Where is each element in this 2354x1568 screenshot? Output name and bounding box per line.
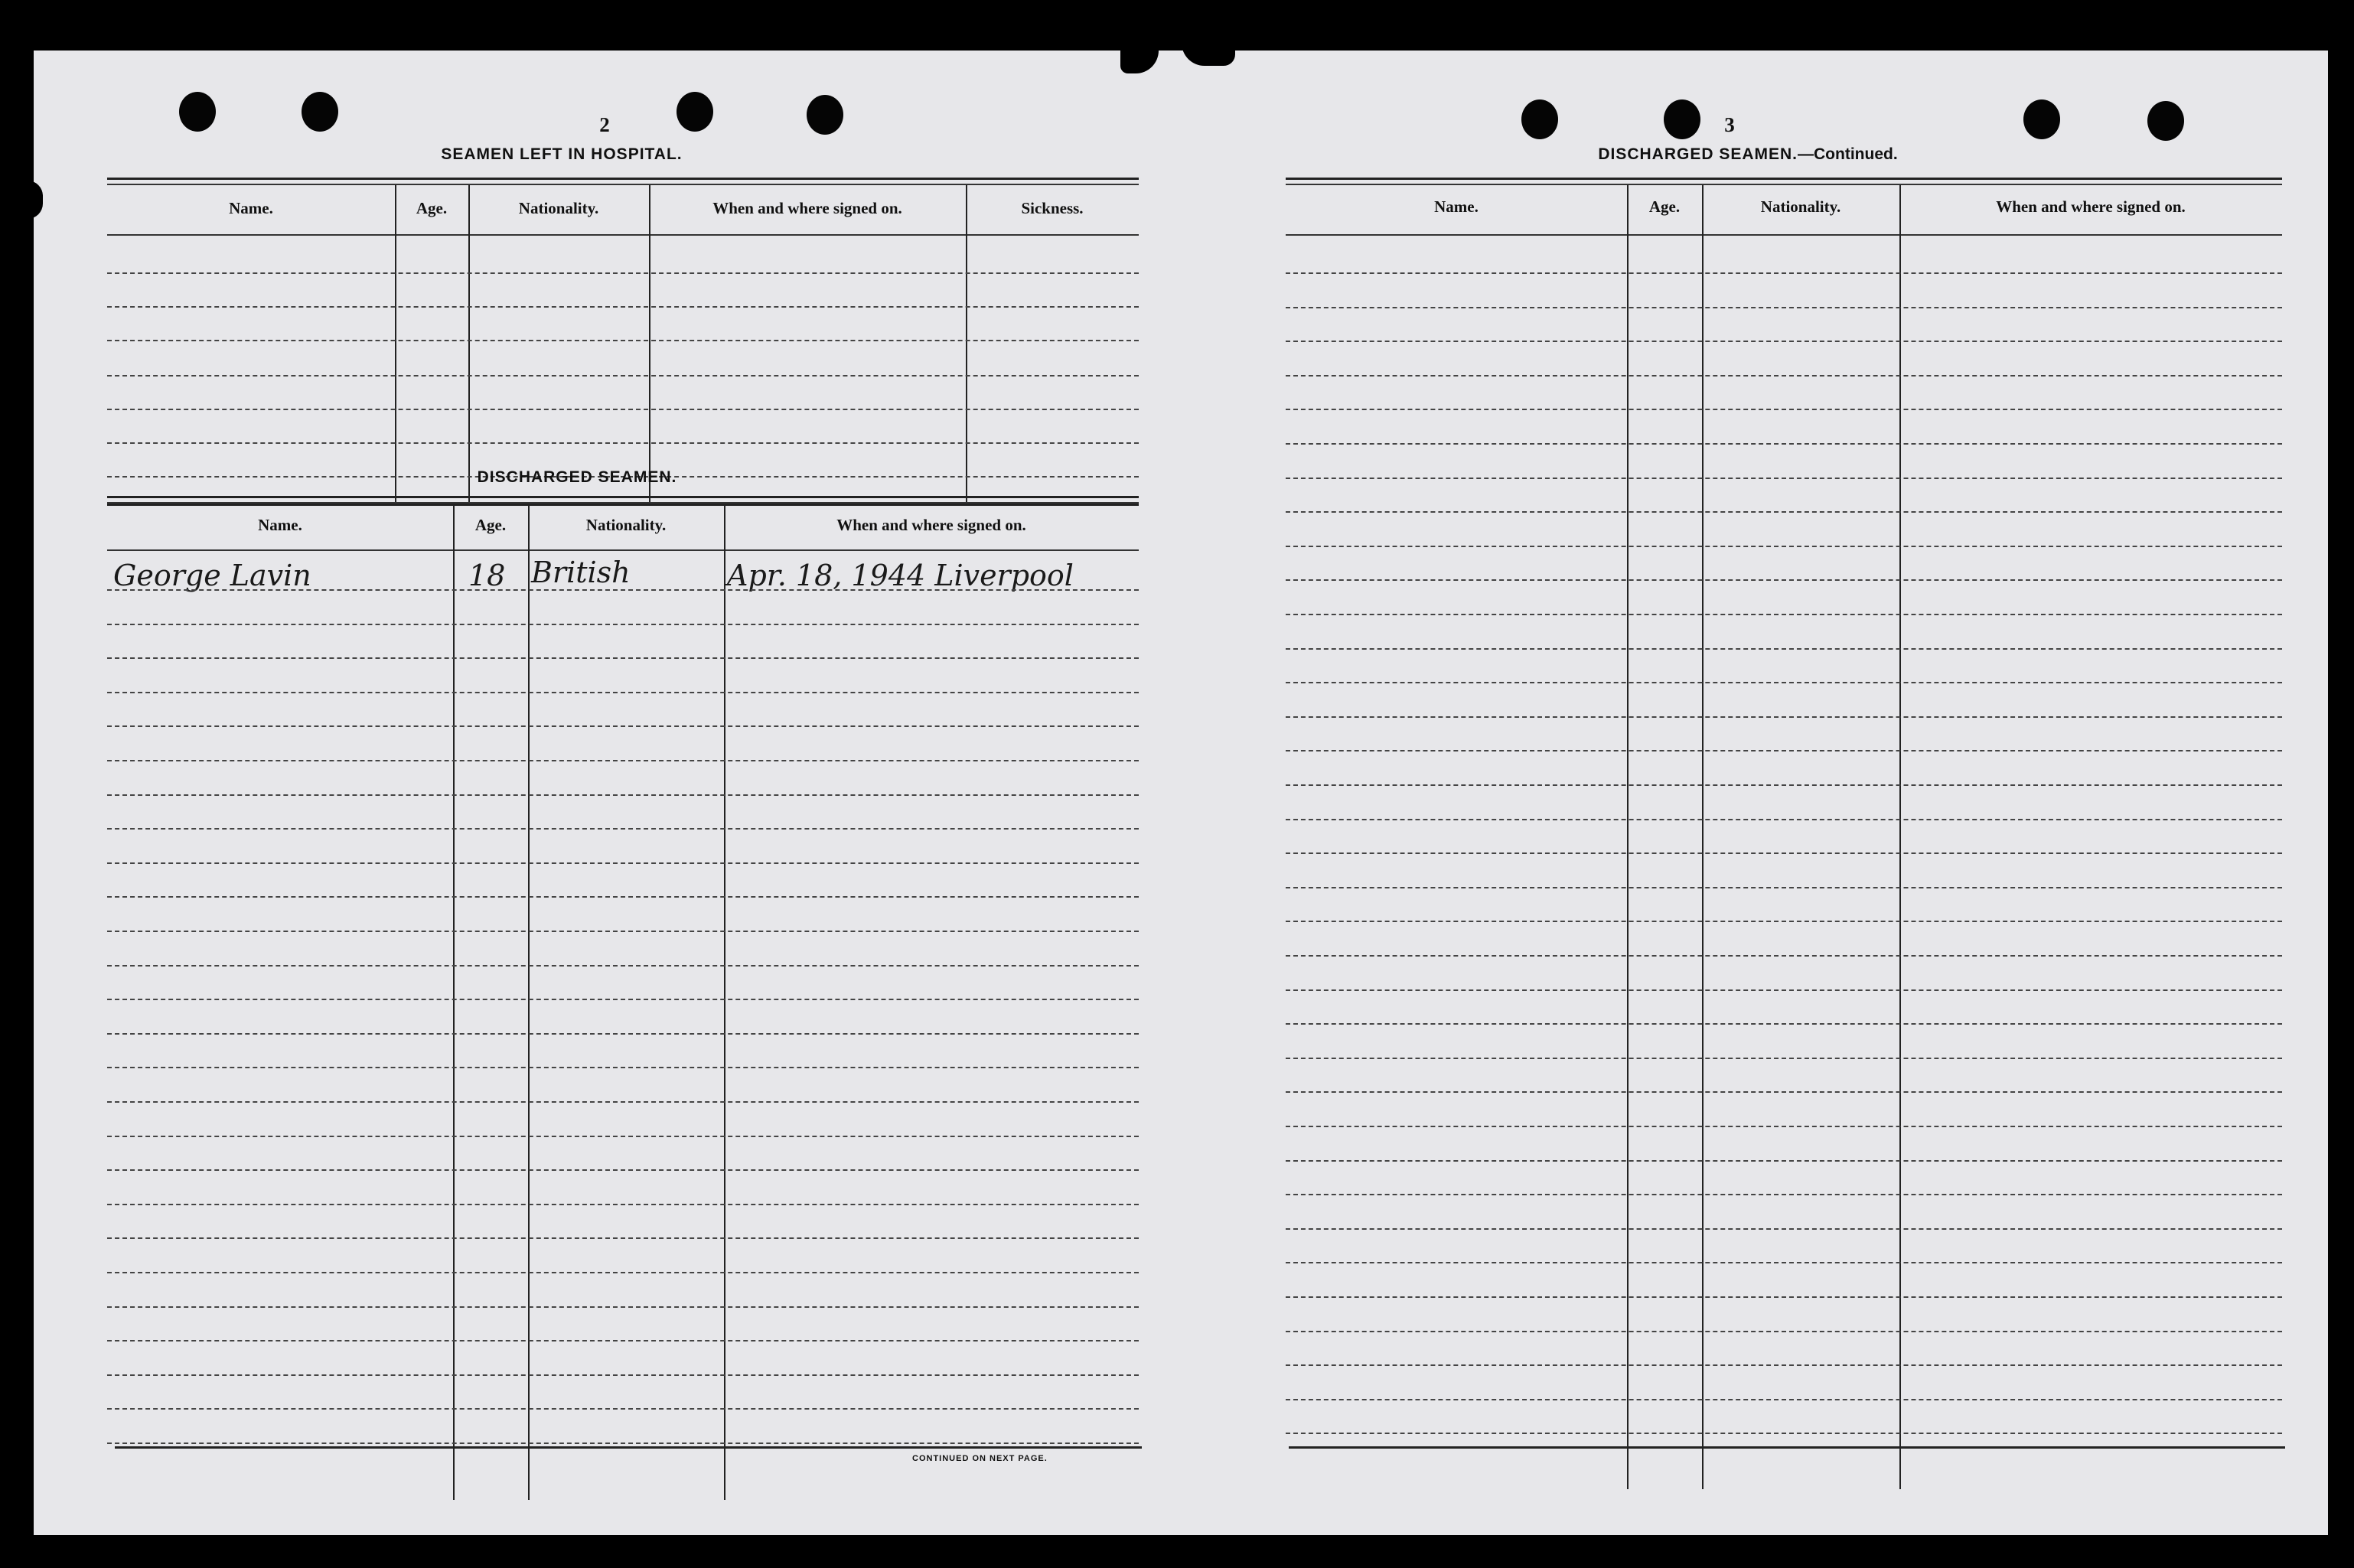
column-divider xyxy=(1899,185,1901,1489)
column-divider xyxy=(1627,185,1629,1489)
table-row xyxy=(107,725,1139,727)
table-row xyxy=(1286,1364,2282,1366)
table-row xyxy=(1286,989,2282,991)
hospital-table-row xyxy=(107,272,1139,274)
entry-signed-on: Apr. 18, 1944 Liverpool xyxy=(727,559,1074,592)
column-header-nationality: Nationality. xyxy=(585,516,667,534)
right-page xyxy=(1212,51,2328,1535)
hospital-table-row xyxy=(107,442,1139,444)
table-row xyxy=(1286,1160,2282,1162)
column-header-name: Name. xyxy=(258,516,302,534)
header-bottom-rule xyxy=(1286,234,2282,236)
column-divider xyxy=(453,504,455,1500)
table-row xyxy=(1286,955,2282,957)
table-row xyxy=(1286,443,2282,445)
column-header-age: Age. xyxy=(416,199,448,217)
column-header-nationality: Nationality. xyxy=(518,199,599,217)
table-row xyxy=(1286,546,2282,547)
column-divider xyxy=(528,504,530,1500)
table-row xyxy=(107,965,1139,967)
table-row xyxy=(107,1237,1139,1239)
table-row xyxy=(1286,307,2282,308)
column-header-signed-on: When and where signed on. xyxy=(1996,197,2186,216)
table-row xyxy=(1286,579,2282,581)
continued-footer: CONTINUED ON NEXT PAGE. xyxy=(912,1454,1048,1463)
table-row xyxy=(1286,1228,2282,1230)
column-divider xyxy=(395,185,396,505)
table-row xyxy=(1286,1023,2282,1025)
table-row xyxy=(1286,272,2282,274)
header-bottom-rule xyxy=(107,549,1139,551)
table-row xyxy=(107,828,1139,830)
table-row xyxy=(107,589,1139,591)
table-row xyxy=(107,1408,1139,1410)
table-row xyxy=(1286,1126,2282,1127)
hospital-table-row xyxy=(107,375,1139,377)
table-row xyxy=(1286,682,2282,683)
table-top-rule xyxy=(107,184,1139,185)
table-row xyxy=(107,624,1139,625)
table-row xyxy=(1286,1433,2282,1434)
table-row xyxy=(1286,1194,2282,1195)
column-header-signed-on: When and where signed on. xyxy=(712,199,902,217)
document-sheet xyxy=(34,51,2328,1535)
column-header-age: Age. xyxy=(474,516,507,534)
table-row xyxy=(107,1067,1139,1068)
table-row xyxy=(107,794,1139,796)
table-top-rule xyxy=(107,502,1139,504)
table-row xyxy=(107,1340,1139,1341)
discharged-continued-title xyxy=(1572,145,1924,164)
table-row xyxy=(1286,784,2282,786)
column-header-signed-on: When and where signed on. xyxy=(836,516,1026,534)
column-header-nationality: Nationality. xyxy=(1760,197,1841,216)
table-row xyxy=(1286,1262,2282,1263)
page-number: 3 xyxy=(1724,113,1735,136)
table-row xyxy=(107,931,1139,932)
table-row xyxy=(107,896,1139,898)
table-row xyxy=(1286,921,2282,922)
hospital-table-row xyxy=(107,409,1139,410)
table-row xyxy=(1286,1331,2282,1332)
column-header-sickness: Sickness. xyxy=(1021,199,1084,217)
table-row xyxy=(107,1169,1139,1171)
table-row xyxy=(107,1101,1139,1103)
table-row xyxy=(1286,511,2282,513)
table-row xyxy=(1286,887,2282,888)
table-row xyxy=(1286,478,2282,479)
table-top-rule xyxy=(1286,184,2282,185)
table-row xyxy=(107,999,1139,1000)
column-divider xyxy=(649,185,650,505)
table-row xyxy=(107,1033,1139,1035)
table-row xyxy=(1286,1296,2282,1298)
table-row xyxy=(107,1272,1139,1273)
table-row xyxy=(1286,852,2282,854)
section-title-text: DISCHARGED SEAMEN. xyxy=(1598,145,1798,163)
table-top-rule xyxy=(107,178,1139,180)
table-row xyxy=(1286,614,2282,615)
table-top-rule xyxy=(107,496,1139,498)
column-header-name: Name. xyxy=(1434,197,1479,216)
entry-name: George Lavin xyxy=(113,559,311,592)
table-row xyxy=(107,760,1139,761)
column-divider xyxy=(966,185,967,505)
table-row xyxy=(107,1374,1139,1376)
header-bottom-rule xyxy=(107,234,1139,236)
table-row xyxy=(1286,409,2282,410)
table-row xyxy=(107,1136,1139,1137)
table-row xyxy=(1286,341,2282,342)
column-header-name: Name. xyxy=(229,199,273,217)
left-page xyxy=(34,51,1151,1535)
table-top-rule xyxy=(1286,178,2282,180)
hospital-table-row xyxy=(107,340,1139,341)
table-row xyxy=(1286,648,2282,650)
table-row xyxy=(107,1204,1139,1205)
column-divider xyxy=(468,185,470,505)
page-number: 2 xyxy=(599,113,610,136)
table-row xyxy=(107,862,1139,864)
hospital-section-title: SEAMEN LEFT IN HOSPITAL. xyxy=(441,145,683,163)
table-row xyxy=(107,657,1139,659)
table-row xyxy=(1286,1091,2282,1093)
column-divider xyxy=(724,504,725,1500)
table-row xyxy=(1286,1058,2282,1059)
table-bottom-rule xyxy=(1289,1446,2285,1449)
column-header-age: Age. xyxy=(1648,197,1681,216)
table-row xyxy=(107,1442,1139,1444)
table-row xyxy=(1286,375,2282,377)
entry-nationality: British xyxy=(531,556,631,589)
table-bottom-rule xyxy=(115,1446,1142,1449)
hospital-table-row xyxy=(107,306,1139,308)
table-bottom-rule xyxy=(107,504,1139,506)
discharged-section-title: DISCHARGED SEAMEN. xyxy=(477,468,677,486)
table-row xyxy=(1286,716,2282,718)
table-row xyxy=(1286,750,2282,751)
table-row xyxy=(1286,819,2282,820)
table-row xyxy=(107,1306,1139,1308)
table-row xyxy=(107,692,1139,693)
column-divider xyxy=(1702,185,1704,1489)
section-title-suffix: —Continued. xyxy=(1798,145,1898,163)
table-row xyxy=(1286,1399,2282,1400)
entry-age: 18 xyxy=(468,559,506,592)
